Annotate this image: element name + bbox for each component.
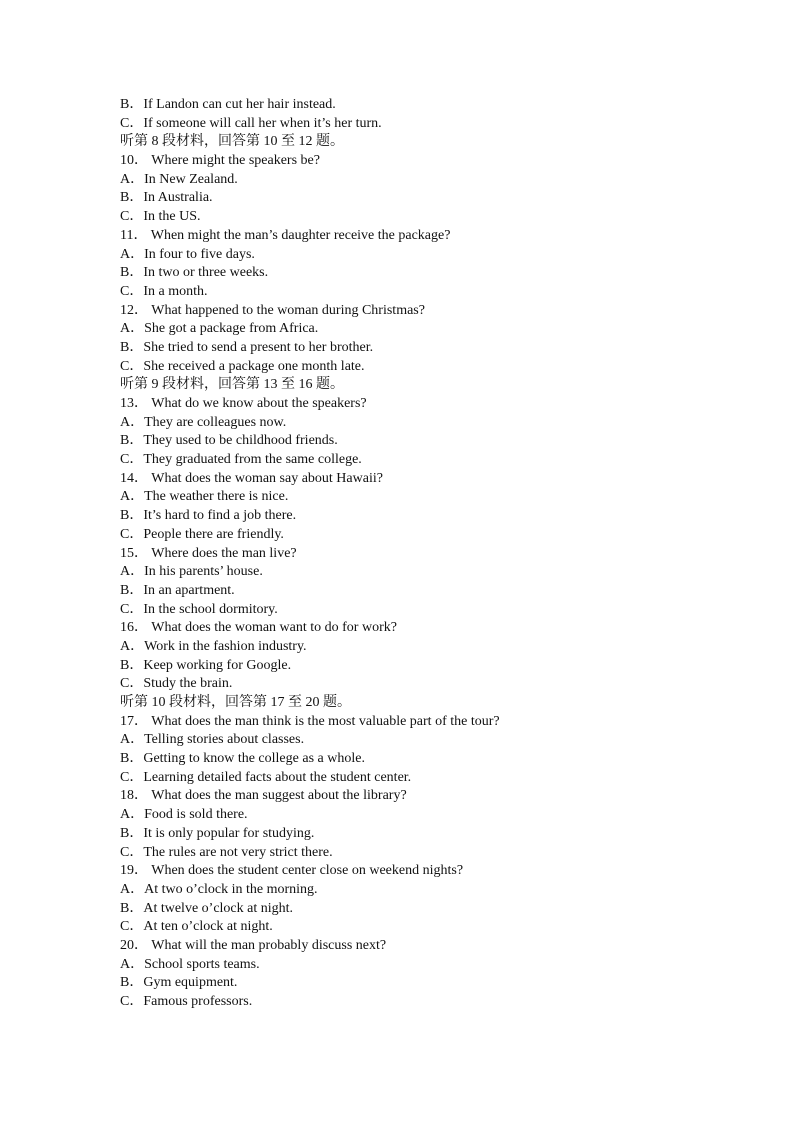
answer-option xyxy=(120,189,760,208)
option-text: A．Work in the fashion industry. xyxy=(120,638,307,654)
section-header xyxy=(120,376,760,395)
option-text: B．She tried to send a present to her brother. xyxy=(120,339,374,355)
option-text: C．Learning detailed facts about the student center. xyxy=(120,769,412,785)
option-text: A．At two o’clock in the morning. xyxy=(120,881,318,897)
answer-option xyxy=(120,881,760,900)
question-stem xyxy=(120,395,760,414)
answer-option xyxy=(120,320,760,339)
option-text: A．In his parents’ house. xyxy=(120,564,263,580)
option-text: C．Study the brain. xyxy=(120,676,233,692)
option-text: C．In the school dormitory. xyxy=(120,601,278,617)
answer-option xyxy=(120,171,760,190)
option-text: A．The weather there is nice. xyxy=(120,489,289,505)
answer-option xyxy=(120,675,760,694)
question-text: 11． When might the man’s daughter receive the package? xyxy=(120,227,451,243)
option-text: C．In the US. xyxy=(120,209,201,225)
option-text: C．The rules are not very strict there. xyxy=(120,844,333,860)
answer-option xyxy=(120,264,760,283)
answer-option xyxy=(120,246,760,265)
option-text: C．People there are friendly. xyxy=(120,526,284,542)
option-text: A．Food is sold there. xyxy=(120,807,248,823)
section-header xyxy=(120,133,760,152)
question-text: 18． What does the man suggest about the library? xyxy=(120,788,407,804)
question-text: 10． Where might the speakers be? xyxy=(120,153,320,169)
option-text: B．It’s hard to find a job there. xyxy=(120,508,297,524)
option-text: A．In New Zealand. xyxy=(120,171,238,187)
answer-option xyxy=(120,956,760,975)
option-text: B．In Australia. xyxy=(120,190,213,206)
question-stem xyxy=(120,545,760,564)
answer-option xyxy=(120,115,760,134)
answer-option xyxy=(120,638,760,657)
section-header xyxy=(120,694,760,713)
option-text: B．They used to be childhood friends. xyxy=(120,433,338,449)
answer-option xyxy=(120,974,760,993)
exam-document xyxy=(120,96,760,1012)
answer-option xyxy=(120,526,760,545)
option-text: B．Keep working for Google. xyxy=(120,657,292,673)
option-text: A．She got a package from Africa. xyxy=(120,321,319,337)
question-text: 16． What does the woman want to do for work? xyxy=(120,620,397,636)
answer-option xyxy=(120,451,760,470)
option-text: B．In an apartment. xyxy=(120,582,235,598)
option-text: A．Telling stories about classes. xyxy=(120,732,305,748)
section-header-text: 听第 8 段材料，回答第 10 至 12 题。 xyxy=(120,134,344,150)
question-text: 19． When does the student center close on weekend nights? xyxy=(120,863,464,879)
option-text: C．In a month. xyxy=(120,283,208,299)
option-text: A．They are colleagues now. xyxy=(120,414,287,430)
question-stem xyxy=(120,787,760,806)
answer-option xyxy=(120,339,760,358)
answer-option xyxy=(120,283,760,302)
option-text: B．At twelve o’clock at night. xyxy=(120,900,294,916)
answer-option xyxy=(120,582,760,601)
section-header-text: 听第 9 段材料，回答第 13 至 16 题。 xyxy=(120,377,344,393)
answer-option xyxy=(120,657,760,676)
answer-option xyxy=(120,825,760,844)
option-text: B．If Landon can cut her hair instead. xyxy=(120,97,336,112)
option-text: C．She received a package one month late. xyxy=(120,358,365,374)
option-text: B．Gym equipment. xyxy=(120,975,238,991)
option-text: C．At ten o’clock at night. xyxy=(120,919,273,935)
question-stem xyxy=(120,470,760,489)
question-text: 20． What will the man probably discuss next? xyxy=(120,937,387,953)
question-stem xyxy=(120,227,760,246)
option-text: C．Famous professors. xyxy=(120,994,253,1009)
question-stem xyxy=(120,713,760,732)
question-stem xyxy=(120,302,760,321)
answer-option xyxy=(120,488,760,507)
answer-option xyxy=(120,731,760,750)
question-text: 15． Where does the man live? xyxy=(120,545,297,561)
answer-option xyxy=(120,96,760,115)
option-text: A．In four to five days. xyxy=(120,246,255,262)
answer-option xyxy=(120,993,760,1012)
option-text: A．School sports teams. xyxy=(120,956,260,972)
answer-option xyxy=(120,601,760,620)
question-text: 17． What does the man think is the most valuable part of the tour? xyxy=(120,713,500,729)
option-text: B．It is only popular for studying. xyxy=(120,825,315,841)
answer-option xyxy=(120,769,760,788)
answer-option xyxy=(120,918,760,937)
question-stem xyxy=(120,619,760,638)
answer-option xyxy=(120,750,760,769)
answer-option xyxy=(120,432,760,451)
answer-option xyxy=(120,208,760,227)
option-text: C．If someone will call her when it’s her turn. xyxy=(120,115,382,131)
answer-option xyxy=(120,806,760,825)
answer-option xyxy=(120,844,760,863)
question-text: 14． What does the woman say about Hawaii? xyxy=(120,470,383,486)
question-stem xyxy=(120,862,760,881)
question-text: 12． What happened to the woman during Christmas? xyxy=(120,302,425,318)
question-stem xyxy=(120,152,760,171)
option-text: B．Getting to know the college as a whole. xyxy=(120,751,365,767)
option-text: B．In two or three weeks. xyxy=(120,265,269,281)
answer-option xyxy=(120,507,760,526)
section-header-text: 听第 10 段材料，回答第 17 至 20 题。 xyxy=(120,695,351,710)
option-text: C．They graduated from the same college. xyxy=(120,452,362,468)
answer-option xyxy=(120,563,760,582)
question-text: 13． What do we know about the speakers? xyxy=(120,396,367,411)
question-stem xyxy=(120,937,760,956)
answer-option xyxy=(120,358,760,377)
answer-option xyxy=(120,414,760,433)
answer-option xyxy=(120,900,760,919)
